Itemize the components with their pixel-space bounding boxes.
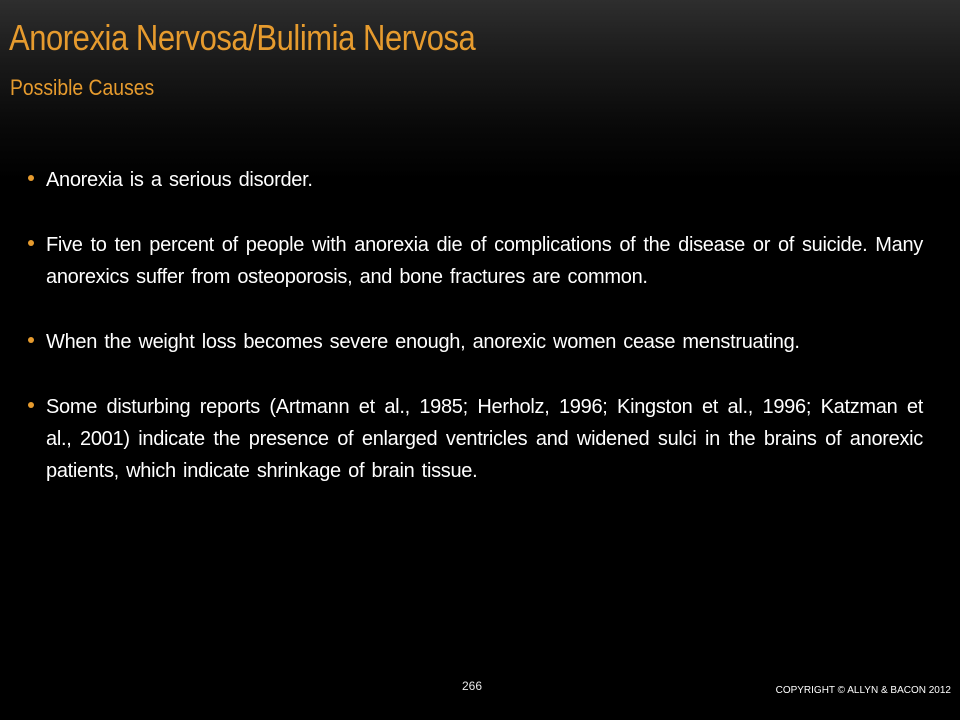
bullet-list — [28, 164, 923, 520]
page-number: 266 — [462, 679, 483, 693]
bullet-text: Anorexia is a serious disorder. — [46, 169, 313, 191]
bullet-item — [28, 391, 923, 487]
bullet-text: Five to ten percent of people with anorexia die of complications of the disease or of suicide. Many anorexics suffer from osteoporosis, and bone fractures are common. — [46, 234, 923, 288]
bullet-item — [28, 164, 923, 196]
bullet-dot-icon — [28, 240, 34, 246]
copyright-notice: COPYRIGHT © ALLYN & BACON 2012 — [775, 685, 951, 696]
bullet-dot-icon — [28, 337, 34, 343]
slide-title: Anorexia Nervosa/Bulimia Nervosa — [9, 17, 476, 58]
bullet-dot-icon — [28, 175, 34, 181]
bullet-text: Some disturbing reports (Artmann et al., 1985; Herholz, 1996; Kingston et al., 1996; Katzman et al., 2001) indicate the presence of enlarged ventricles and widened sulci in the brains of anorexic patients, which indicate shrinkage of brain tissue. — [46, 396, 923, 482]
bullet-item — [28, 326, 923, 358]
slide-subtitle: Possible Causes — [10, 75, 155, 100]
bullet-dot-icon — [28, 402, 34, 408]
bullet-text: When the weight loss becomes severe enough, anorexic women cease menstruating. — [46, 331, 800, 353]
bullet-item — [28, 229, 923, 293]
